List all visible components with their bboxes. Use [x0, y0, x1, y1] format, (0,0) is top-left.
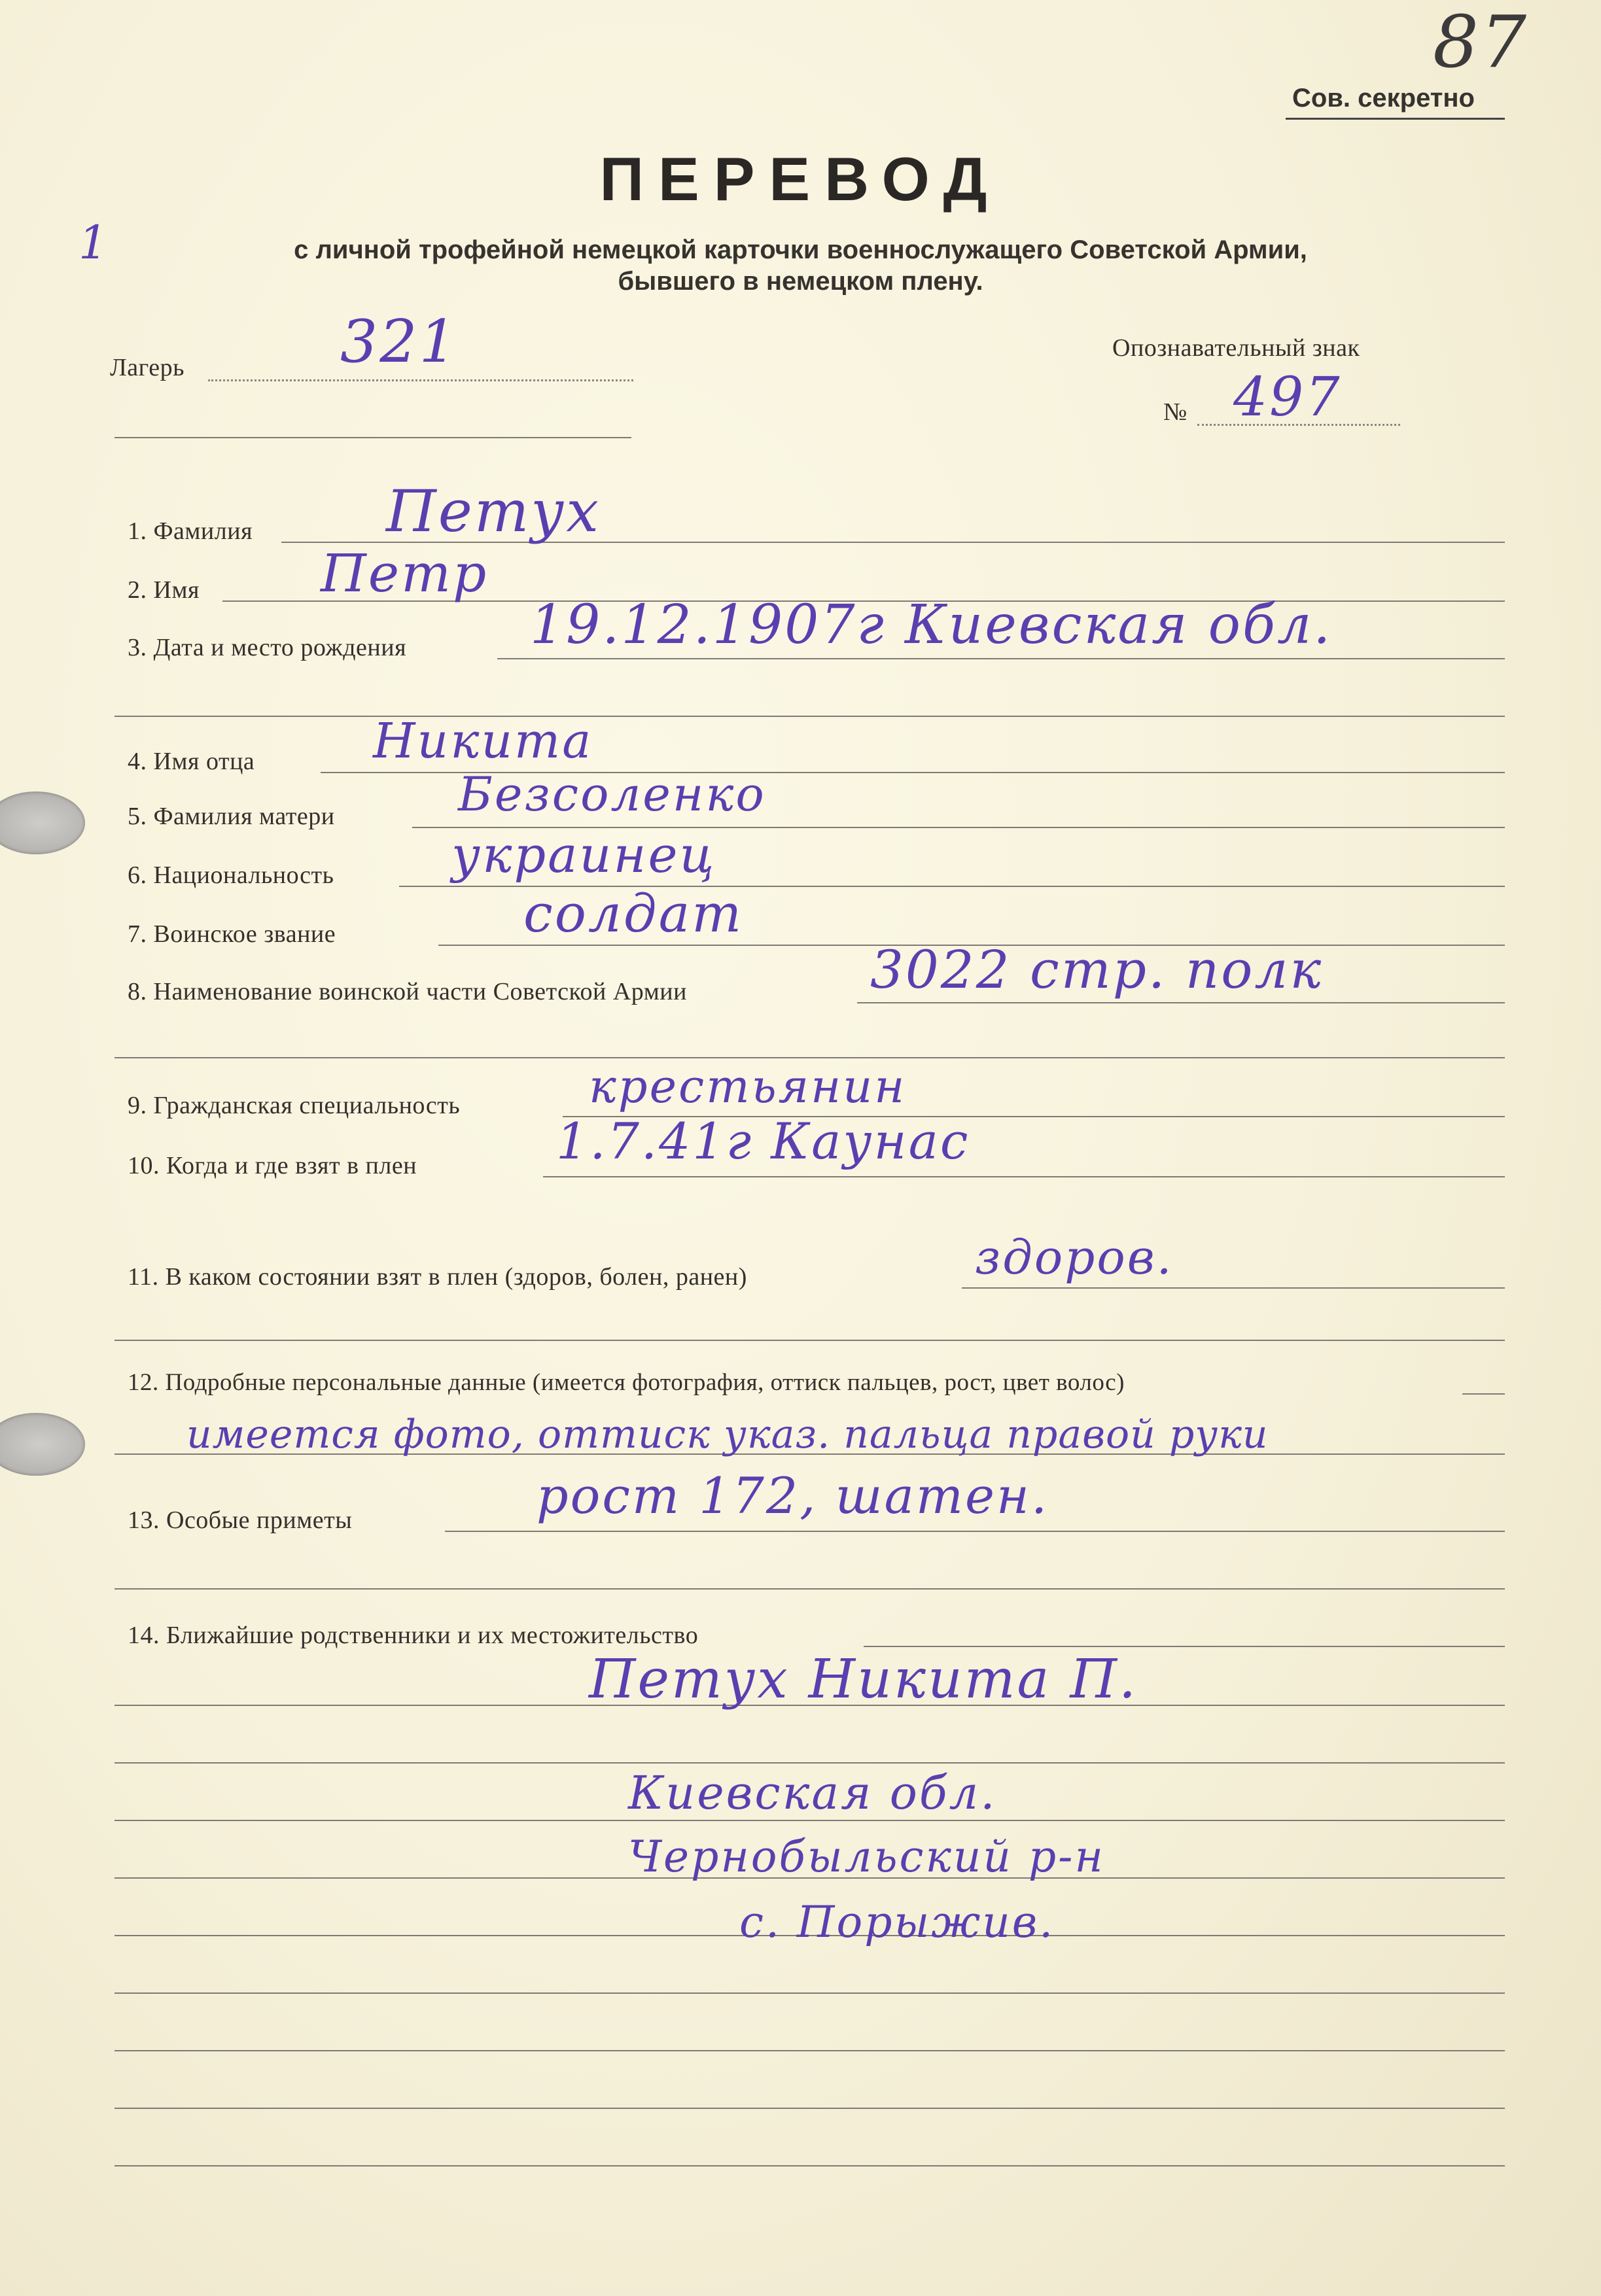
archive-number: 87: [1433, 0, 1528, 84]
field-1-label: 1. Фамилия: [128, 517, 253, 545]
field-3-value: 19.12.1907г Киевская обл.: [530, 594, 1333, 656]
camp-dotted-line: [208, 379, 633, 381]
field-2-value: Петр: [321, 543, 489, 604]
field-12-line: [1462, 1393, 1505, 1395]
field-6-value: украинец: [451, 826, 716, 884]
field-11-value: здоров.: [975, 1230, 1174, 1285]
field-13-second-line: [114, 1588, 1505, 1590]
document-title: ПЕРЕВОД: [599, 145, 1002, 213]
field-13-value: рост 172, шатен.: [537, 1467, 1049, 1525]
field-14-value-4: с. Порыжив.: [739, 1897, 1055, 1947]
camp-label: Лагерь: [110, 354, 185, 381]
field-3-line: [497, 658, 1505, 659]
field-5-label: 5. Фамилия матери: [128, 803, 335, 830]
field-12-label: 12. Подробные персональные данные (имеется фотография, оттиск пальцев, рост, цвет волос): [128, 1369, 1125, 1396]
punch-hole-upper: [0, 791, 85, 854]
field-10-value: 1.7.41г Каунас: [556, 1112, 970, 1170]
field-4-value: Никита: [373, 713, 593, 769]
field-9-value: крестьянин: [589, 1060, 907, 1113]
field-7-label: 7. Воинское звание: [128, 920, 336, 948]
classification-underline: [1286, 118, 1505, 120]
margin-mark: 1: [79, 216, 110, 270]
field-14-value-3: Чернобыльский р-н: [628, 1832, 1105, 1882]
field-14-line-3: [114, 1762, 1505, 1764]
field-9-label: 9. Гражданская специальность: [128, 1092, 461, 1119]
field-14-label: 14. Ближайшие родственники и их местожительство: [128, 1622, 699, 1649]
field-11-line: [962, 1287, 1505, 1289]
field-8-value: 3022 стр. полк: [870, 939, 1324, 1000]
classification-stamp: Сов. секретно: [1292, 84, 1475, 113]
field-14-line-10: [114, 2165, 1505, 2166]
field-8-second-line: [114, 1057, 1505, 1058]
camp-value: 321: [340, 307, 459, 376]
field-8-label: 8. Наименование воинской части Советской Армии: [128, 978, 687, 1005]
document-subtitle-line1: с личной трофейной немецкой карточки военнослужащего Советской Армии,: [294, 235, 1307, 264]
field-11-second-line: [114, 1340, 1505, 1341]
field-3-second-line: [114, 716, 1505, 717]
field-14-line-9: [114, 2108, 1505, 2109]
field-10-line: [543, 1176, 1505, 1177]
field-14-value-1: Петух Никита П.: [589, 1648, 1138, 1711]
tag-label: Опознавательный знак: [1112, 334, 1360, 362]
field-14-line-7: [114, 1992, 1505, 1994]
field-13-label: 13. Особые приметы: [128, 1506, 353, 1534]
tag-number-sign: №: [1163, 398, 1188, 426]
field-3-label: 3. Дата и место рождения: [128, 634, 407, 661]
document-subtitle-line2: бывшего в немецком плену.: [618, 267, 983, 296]
field-13-line: [445, 1531, 1505, 1532]
field-1-value: Петух: [386, 478, 601, 545]
field-6-label: 6. Национальность: [128, 861, 334, 889]
field-4-label: 4. Имя отца: [128, 748, 255, 775]
field-12-value: имеется фото, оттиск указ. пальца правой руки: [186, 1412, 1269, 1457]
field-5-value: Безсоленко: [458, 767, 766, 822]
field-11-label: 11. В каком состоянии взят в плен (здоров, болен, ранен): [128, 1263, 747, 1291]
field-7-value: солдат: [523, 883, 744, 944]
field-8-line: [857, 1002, 1505, 1003]
field-14-line-4: [114, 1820, 1505, 1821]
punch-hole-lower: [0, 1413, 85, 1476]
field-2-label: 2. Имя: [128, 576, 200, 604]
field-10-label: 10. Когда и где взят в плен: [128, 1152, 417, 1179]
field-14-line: [864, 1646, 1505, 1647]
field-14-value-2: Киевская обл.: [628, 1766, 997, 1820]
field-14-line-8: [114, 2050, 1505, 2051]
tag-value: 497: [1233, 366, 1342, 428]
camp-second-line: [114, 437, 631, 438]
